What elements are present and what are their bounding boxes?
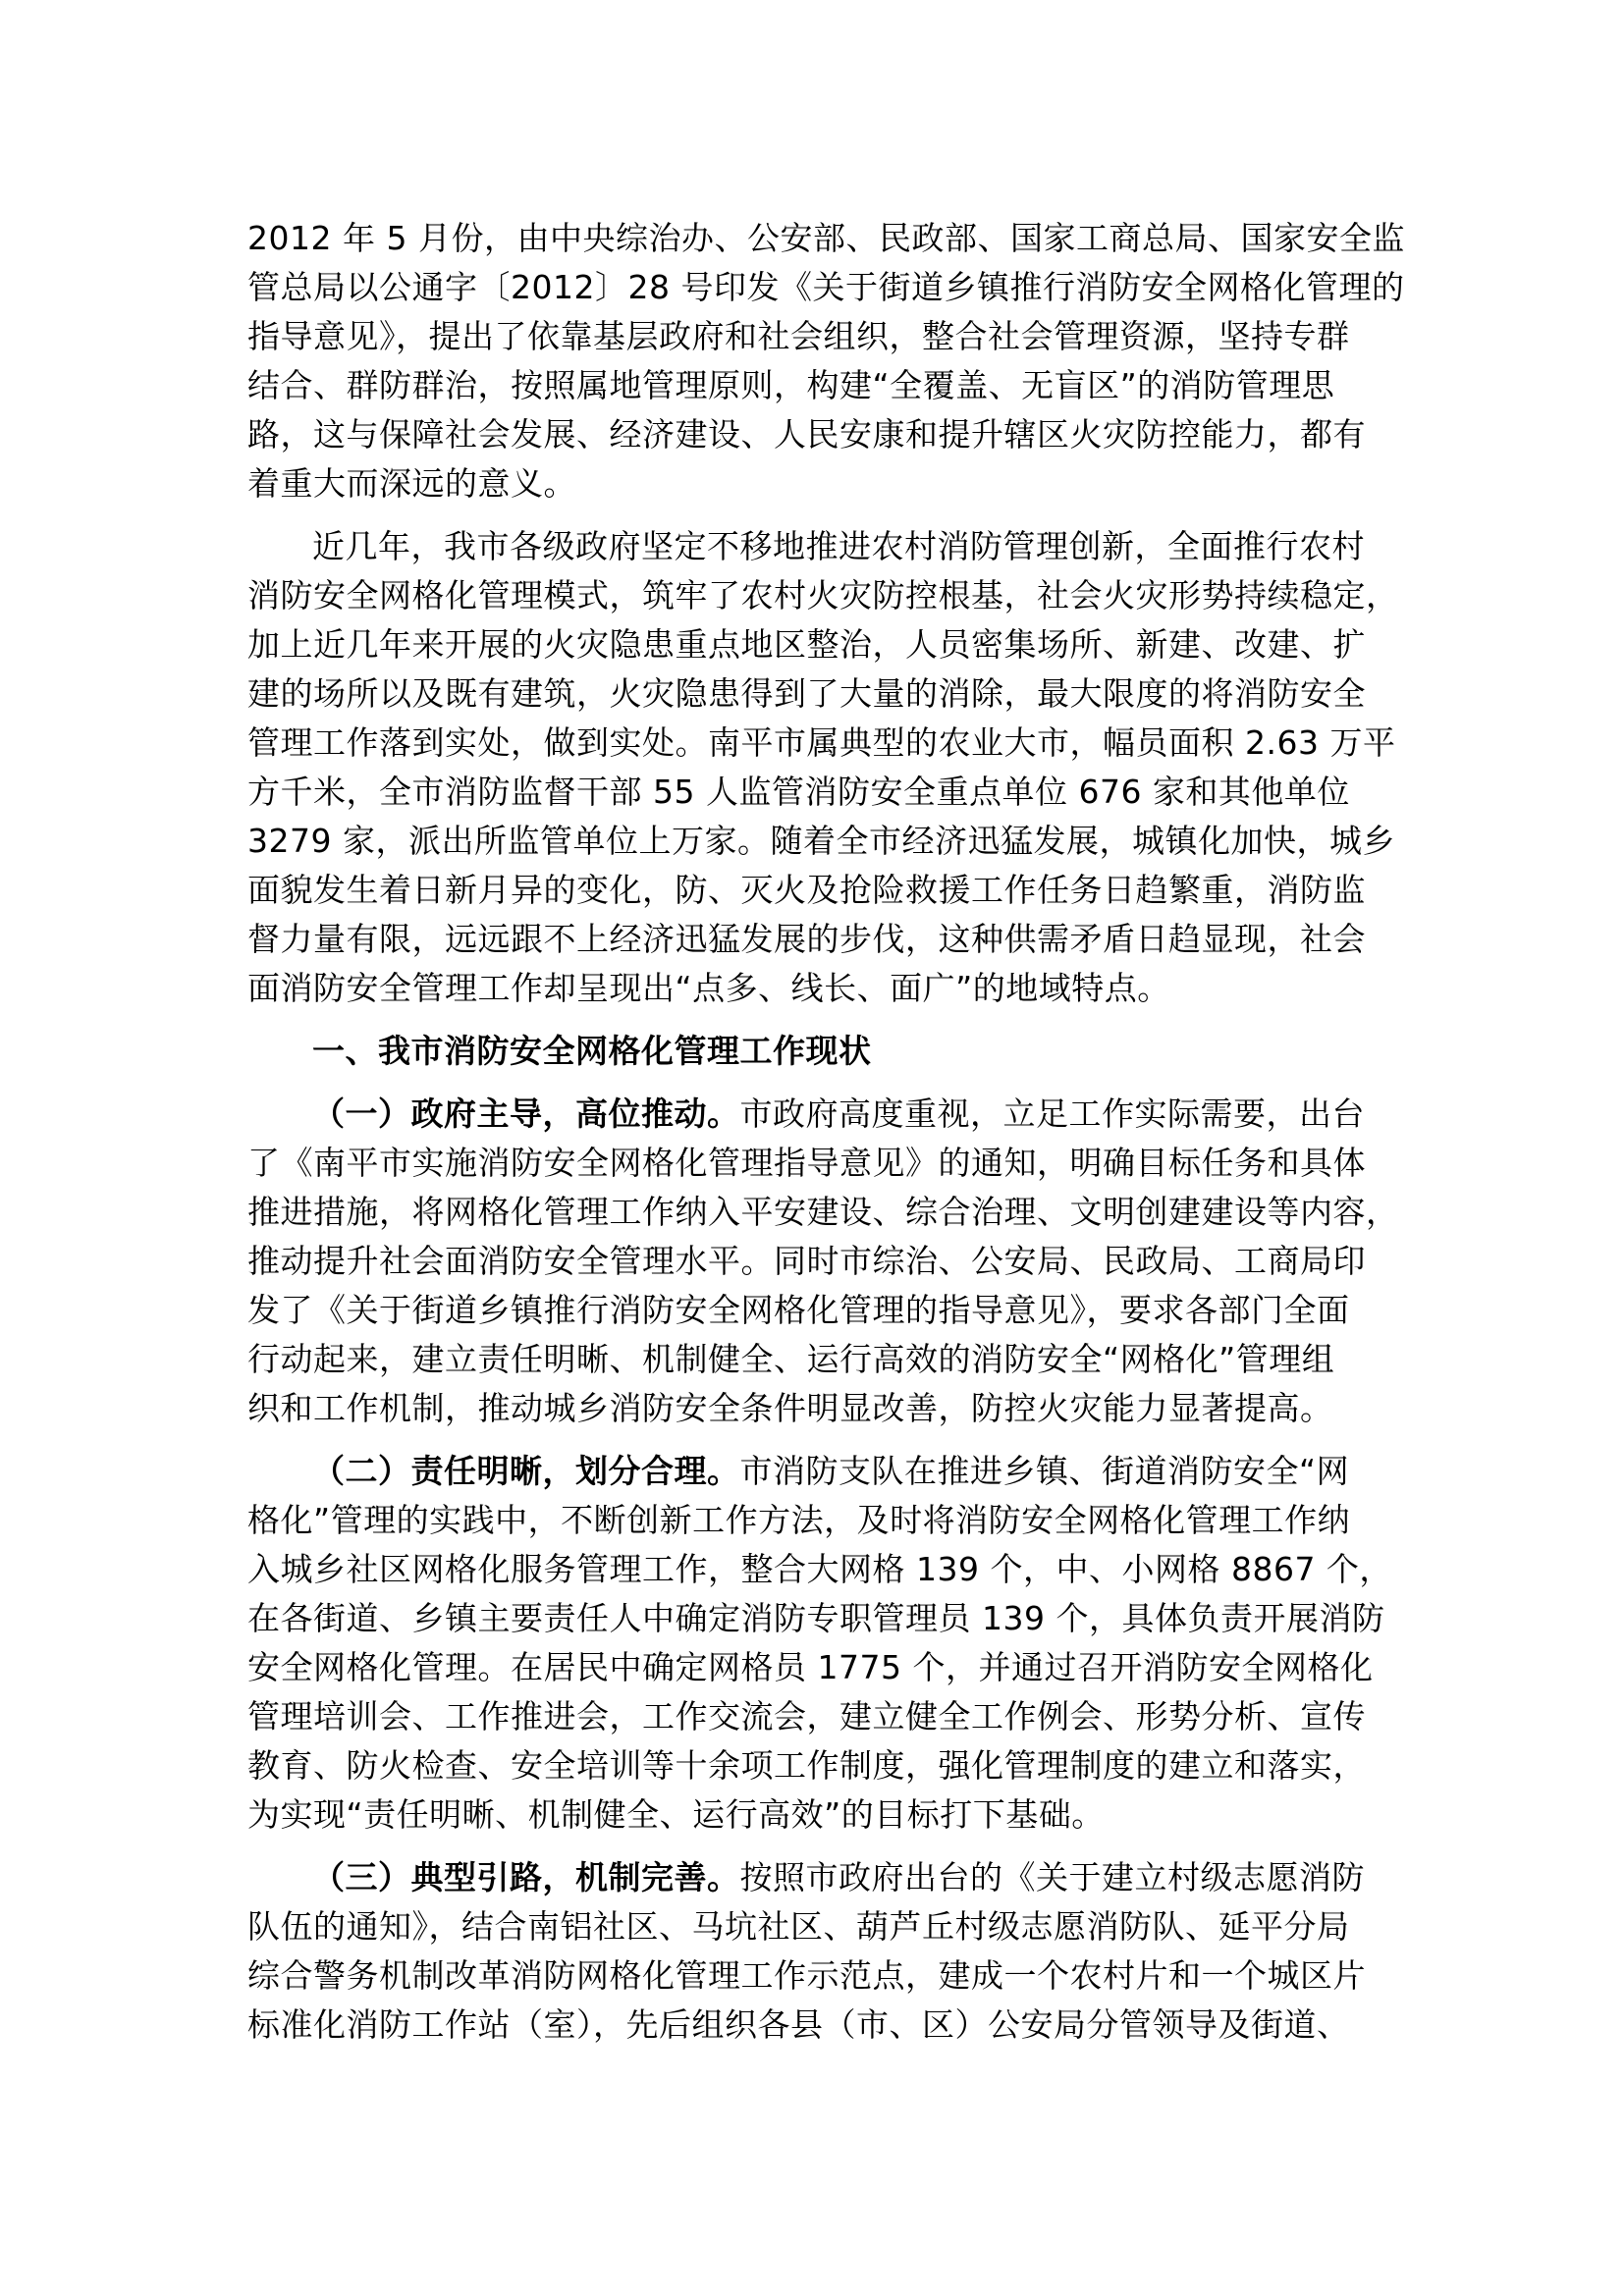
document-body bbox=[247, 214, 1405, 2050]
text-line: 安全网格化管理。在居民中确定网格员 1775 个，并通过召开消防安全网格化 bbox=[247, 1648, 1374, 1686]
text-line: 行动起来，建立责任明晰、机制健全、运行高效的消防安全“网格化”管理组 bbox=[247, 1340, 1335, 1378]
subsection-government-led bbox=[247, 1090, 1399, 1433]
text-line: 加上近几年来开展的火灾隐患重点地区整治，人员密集场所、新建、改建、扩 bbox=[247, 625, 1366, 664]
subsection-lead: （二）责任明晰，划分合理。 bbox=[312, 1452, 740, 1490]
subsection-first-line: 市消防支队在推进乡镇、街道消防安全“网 bbox=[739, 1452, 1350, 1490]
text-line: 队伍的通知》，结合南铝社区、马坑社区、葫芦丘村级志愿消防队、延平分局 bbox=[247, 1907, 1350, 1946]
text-line: 推动提升社会面消防安全管理水平。同时市综治、公安局、民政局、工商局印 bbox=[247, 1242, 1366, 1280]
subsection-clear-responsibility bbox=[247, 1447, 1392, 1840]
text-line: 指导意见》，提出了依靠基层政府和社会组织，整合社会管理资源，坚持专群 bbox=[247, 317, 1350, 355]
subsection-lead: （一）政府主导，高位推动。 bbox=[312, 1095, 740, 1133]
text-line: 消防安全网格化管理模式，筑牢了农村火灾防控根基，社会火灾形势持续稳定， bbox=[247, 576, 1399, 614]
text-line bbox=[247, 1853, 1386, 1902]
paragraph-intro bbox=[247, 214, 1405, 508]
text-line: 面貌发生着日新月异的变化，防、灭火及抢险救援工作任务日趋繁重，消防监 bbox=[247, 871, 1366, 909]
text-line: 教育、防火检查、安全培训等十余项工作制度，强化管理制度的建立和落实， bbox=[247, 1746, 1366, 1785]
text-line: 发了《关于街道乡镇推行消防安全网格化管理的指导意见》，要求各部门全面 bbox=[247, 1291, 1350, 1329]
paragraph-background bbox=[247, 522, 1399, 1013]
text-line: 管理工作落到实处，做到实处。南平市属典型的农业大市，幅员面积 2.63 万平 bbox=[247, 723, 1396, 762]
text-line: 织和工作机制，推动城乡消防安全条件明显改善，防控火灾能力显著提高。 bbox=[247, 1389, 1333, 1427]
heading-text: 一、我市消防安全网格化管理工作现状 bbox=[312, 1032, 872, 1070]
subsection-first-line: 按照市政府出台的《关于建立村级志愿消防 bbox=[739, 1858, 1365, 1896]
text-line: 在各街道、乡镇主要责任人中确定消防专职管理员 139 个，具体负责开展消防 bbox=[247, 1599, 1385, 1637]
text-line: 路，这与保障社会发展、经济建设、人民安康和提升辖区火灾防控能力，都有 bbox=[247, 415, 1366, 454]
text-line: 综合警务机制改革消防网格化管理工作示范点，建成一个农村片和一个城区片 bbox=[247, 1956, 1366, 1995]
section-heading bbox=[247, 1027, 1386, 1076]
text-line: 格化”管理的实践中，不断创新工作方法，及时将消防安全网格化管理工作纳 bbox=[247, 1501, 1351, 1539]
subsection-typical-guidance bbox=[247, 1853, 1386, 2050]
subsection-lead: （三）典型引路，机制完善。 bbox=[312, 1858, 740, 1896]
text-line bbox=[247, 1447, 1386, 1496]
text-line: 近几年，我市各级政府坚定不移地推进农村消防管理创新，全面推行农村 bbox=[312, 527, 1365, 565]
text-line: 了《南平市实施消防安全网格化管理指导意见》的通知，明确目标任务和具体 bbox=[247, 1144, 1366, 1182]
text-line: 方千米，全市消防监督干部 55 人监管消防安全重点单位 676 家和其他单位 bbox=[247, 773, 1350, 811]
text-line: 督力量有限，远远跟不上经济迅猛发展的步伐，这种供需矛盾日趋显现，社会 bbox=[247, 920, 1366, 958]
text-line: 入城乡社区网格化服务管理工作，整合大网格 139 个，中、小网格 8867 个， bbox=[247, 1550, 1392, 1588]
text-line: 结合、群防群治，按照属地管理原则，构建“全覆盖、无盲区”的消防管理思 bbox=[247, 366, 1335, 404]
text-line: 标准化消防工作站（室），先后组织各县（市、区）公安局分管领导及街道、 bbox=[247, 2005, 1350, 2044]
text-line: 管总局以公通字〔2012〕28 号印发《关于街道乡镇推行消防安全网格化管理的 bbox=[247, 268, 1405, 306]
text-line: 管理培训会、工作推进会，工作交流会，建立健全工作例会、形势分析、宣传 bbox=[247, 1697, 1366, 1735]
text-line: 建的场所以及既有建筑，火灾隐患得到了大量的消除，最大限度的将消防安全 bbox=[247, 674, 1366, 713]
subsection-first-line: 市政府高度重视，立足工作实际需要，出台 bbox=[739, 1095, 1365, 1133]
text-line: 推进措施，将网格化管理工作纳入平安建设、综合治理、文明创建建设等内容， bbox=[247, 1193, 1399, 1231]
text-line: 2012 年 5 月份，由中央综治办、公安部、民政部、国家工商总局、国家安全监 bbox=[247, 219, 1405, 257]
text-line: 着重大而深远的意义。 bbox=[247, 464, 576, 503]
text-line: 为实现“责任明晰、机制健全、运行高效”的目标打下基础。 bbox=[247, 1795, 1105, 1834]
text-line bbox=[247, 1090, 1386, 1139]
text-line: 面消防安全管理工作却呈现出“点多、线长、面广”的地域特点。 bbox=[247, 969, 1170, 1007]
text-line: 3279 家，派出所监管单位上万家。随着全市经济迅猛发展，城镇化加快，城乡 bbox=[247, 822, 1395, 860]
